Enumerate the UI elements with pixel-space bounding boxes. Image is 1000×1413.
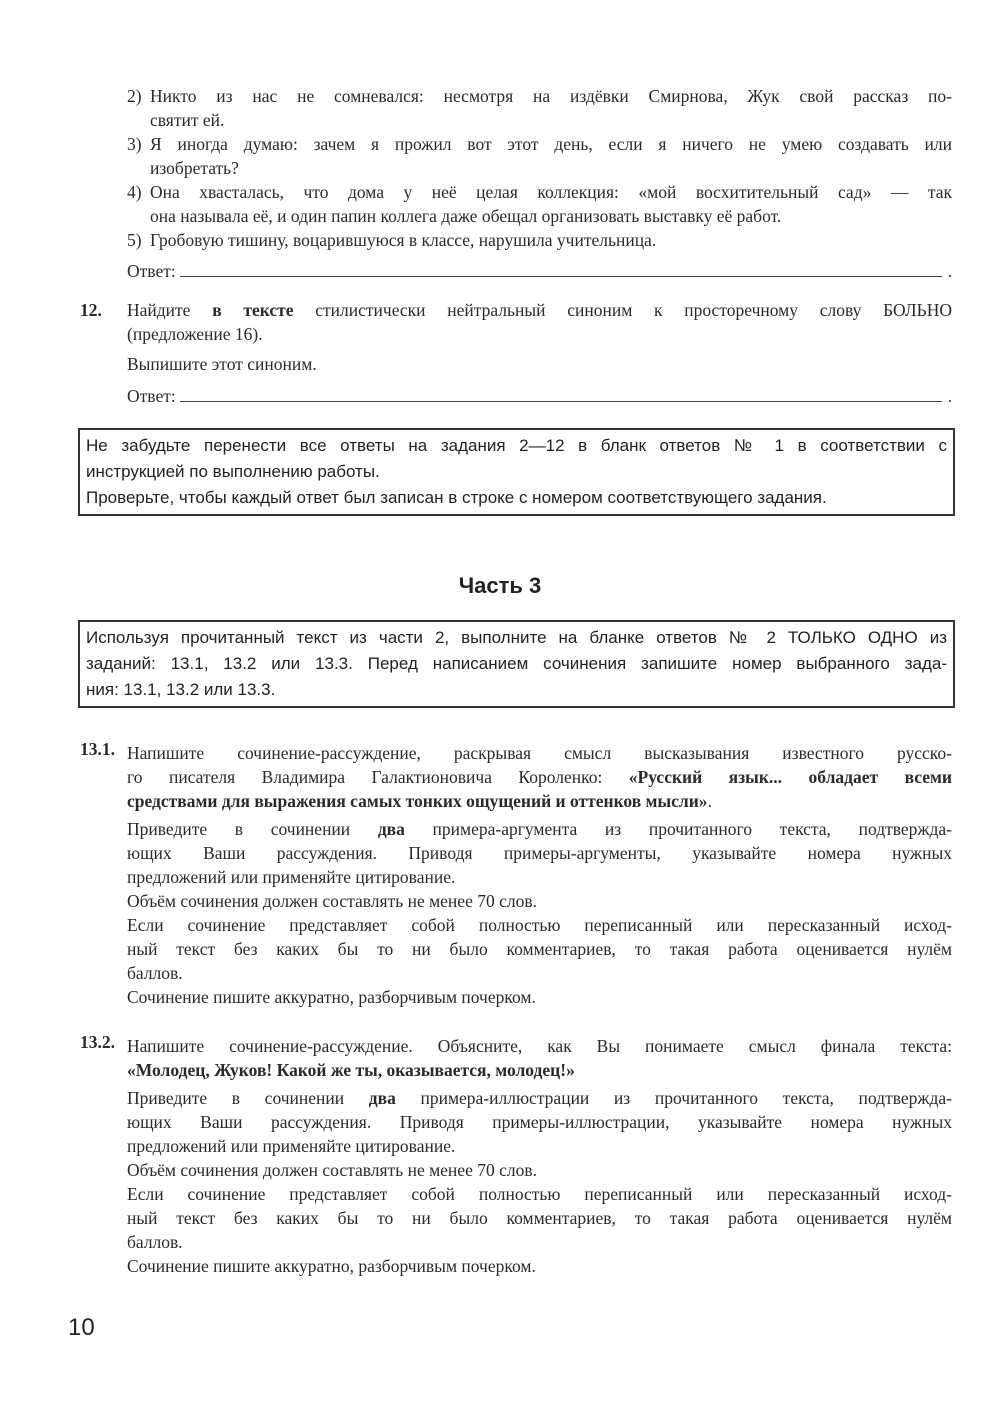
task-number: 13.1. [80,739,115,759]
answer-option [127,84,952,132]
text-line [127,1058,952,1082]
option-number: 5) [127,230,142,250]
text-line [127,841,952,865]
text-segment: ный текст без каких бы то ни было комментариев, то такая работа оценивается нулём [127,1208,952,1228]
task-11-answer [127,258,952,282]
text-line [127,741,952,765]
text-segment: ный текст без каких бы то ни было комментариев, то такая работа оценивается нулём [127,939,952,959]
task-number: 13.2. [80,1032,115,1052]
text-segment: Объём сочинения должен составлять не менее 70 слов. [127,1160,537,1180]
text-line [127,1206,952,1230]
bold-text: в тексте [212,300,294,320]
text-segment: Напишите сочинение-рассуждение, раскрывая смысл высказывания известного русско- [127,743,952,763]
bold-text: два [377,819,405,839]
text-line [127,985,952,1009]
text-segment: Напишите сочинение-рассуждение. Объясните, как Вы понимаете смысл финала текста: [127,1036,952,1056]
text-line [127,1034,952,1058]
task-13-2 [80,1030,952,1278]
answer-label: Ответ: [127,386,176,406]
text-segment: примера-аргумента из прочитанного текста, подтвержда- [404,819,952,839]
text-line [127,889,952,913]
text-line: изобретать? [150,158,239,178]
task-12 [80,298,952,346]
text-line: Никто из нас не сомневался: несмотря на издёвки Смирнова, Жук свой рассказ по- [150,86,952,106]
text-line: ния: 13.1, 13.2 или 13.3. [86,680,276,699]
text-line: Она хвасталась, что дома у неё целая коллекция: «мой восхитительный сад» — так [150,182,952,202]
instruction-text: Выпишите этот синоним. [127,354,317,374]
text-segment: предложений или применяйте цитирование. [127,867,456,887]
text-line [127,817,952,841]
answer-label: Ответ: [127,261,176,281]
text-line [127,865,952,889]
text-segment: Если сочинение представляет собой полностью переписанный или пересказанный исход- [127,1184,952,1204]
part-3-intro-box [78,620,955,708]
text-segment: Сочинение пишите аккуратно, разборчивым почерком. [127,1256,536,1276]
text-line [127,765,952,789]
option-number: 3) [127,134,142,154]
text-segment: баллов. [127,963,183,983]
notice-box [78,428,955,516]
answer-line[interactable] [180,276,942,277]
text-line: Используя прочитанный текст из части 2, выполните на бланке ответов № 2 ТОЛЬКО ОДНО из [86,628,947,647]
task-12-instruction [127,352,317,376]
text-line [127,789,952,813]
answer-end: . [947,386,952,406]
text-segment: ющих Ваши рассуждения. Приводя примеры-аргументы, указывайте номера нужных [127,843,952,863]
text-segment: Если сочинение представляет собой полностью переписанный или пересказанный исход- [127,915,952,935]
text-line [127,1110,952,1134]
bold-text: средствами для выражения самых тонких ощущений и оттенков мысли» [127,791,708,811]
text-segment: . [707,791,712,811]
text-line [127,1158,952,1182]
text-line: заданий: 13.1, 13.2 или 13.3. Перед написанием сочинения запишите номер выбранного зада- [86,654,947,673]
text-line: Не забудьте перенести все ответы на задания 2—12 в бланк ответов № 1 в соответствии с [86,436,947,455]
paragraph [127,741,952,813]
page-number: 10 [68,1314,95,1341]
text-line: Проверьте, чтобы каждый ответ был записан в строке с номером соответствующего задания. [86,488,827,507]
bold-text: два [368,1088,396,1108]
task-12-answer [127,383,952,407]
text-segment: стилистически нейтральный синоним к просторечному слову БОЛЬНО [293,300,952,320]
text-segment: баллов. [127,1232,183,1252]
text-segment: ющих Ваши рассуждения. Приводя примеры-иллюстрации, указывайте номера нужных [127,1112,952,1132]
answer-option [127,228,952,252]
text-line [127,961,952,985]
task-number: 12. [80,300,102,320]
text-segment: Найдите [127,300,213,320]
text-segment: предложений или применяйте цитирование. [127,1136,456,1156]
paragraph [127,1034,952,1082]
text-line [127,1182,952,1206]
text-segment: Объём сочинения должен составлять не менее 70 слов. [127,891,537,911]
answer-line[interactable] [180,401,942,402]
text-line: святит ей. [150,110,225,130]
text-line [127,913,952,937]
text-segment: го писателя Владимира Галактионовича Короленко: [127,767,629,787]
text-line [127,322,952,346]
text-segment: Приведите в сочинении [127,819,378,839]
text-segment: Приведите в сочинении [127,1088,369,1108]
text-line [127,1254,952,1278]
text-line [127,1134,952,1158]
option-number: 2) [127,86,142,106]
bold-text: «Молодец, Жуков! Какой же ты, оказывается, молодец!» [127,1060,575,1080]
part-3-heading: Часть 3 [458,573,542,598]
answer-option [127,132,952,180]
paragraph [127,1086,952,1278]
option-number: 4) [127,182,142,202]
task-11-options [127,84,952,252]
text-segment: (предложение 16). [127,324,263,344]
bold-text: «Русский язык... обладает всеми [628,767,952,787]
text-line: инструкцией по выполнению работы. [86,462,380,481]
text-line [127,1086,952,1110]
text-line [127,1230,952,1254]
paragraph [127,817,952,1009]
text-line [127,298,952,322]
task-13-1 [80,737,952,1009]
text-segment: Сочинение пишите аккуратно, разборчивым почерком. [127,987,536,1007]
answer-end: . [947,261,952,281]
text-segment: примера-иллюстрации из прочитанного текста, подтвержда- [395,1088,952,1108]
text-line [127,937,952,961]
answer-option [127,180,952,228]
text-line: Я иногда думаю: зачем я прожил вот этот день, если я ничего не умею создавать или [150,134,952,154]
text-line: Гробовую тишину, воцарившуюся в классе, нарушила учительница. [150,230,657,250]
text-line: она называла её, и один папин коллега даже обещал организовать выставку её работ. [150,206,782,226]
